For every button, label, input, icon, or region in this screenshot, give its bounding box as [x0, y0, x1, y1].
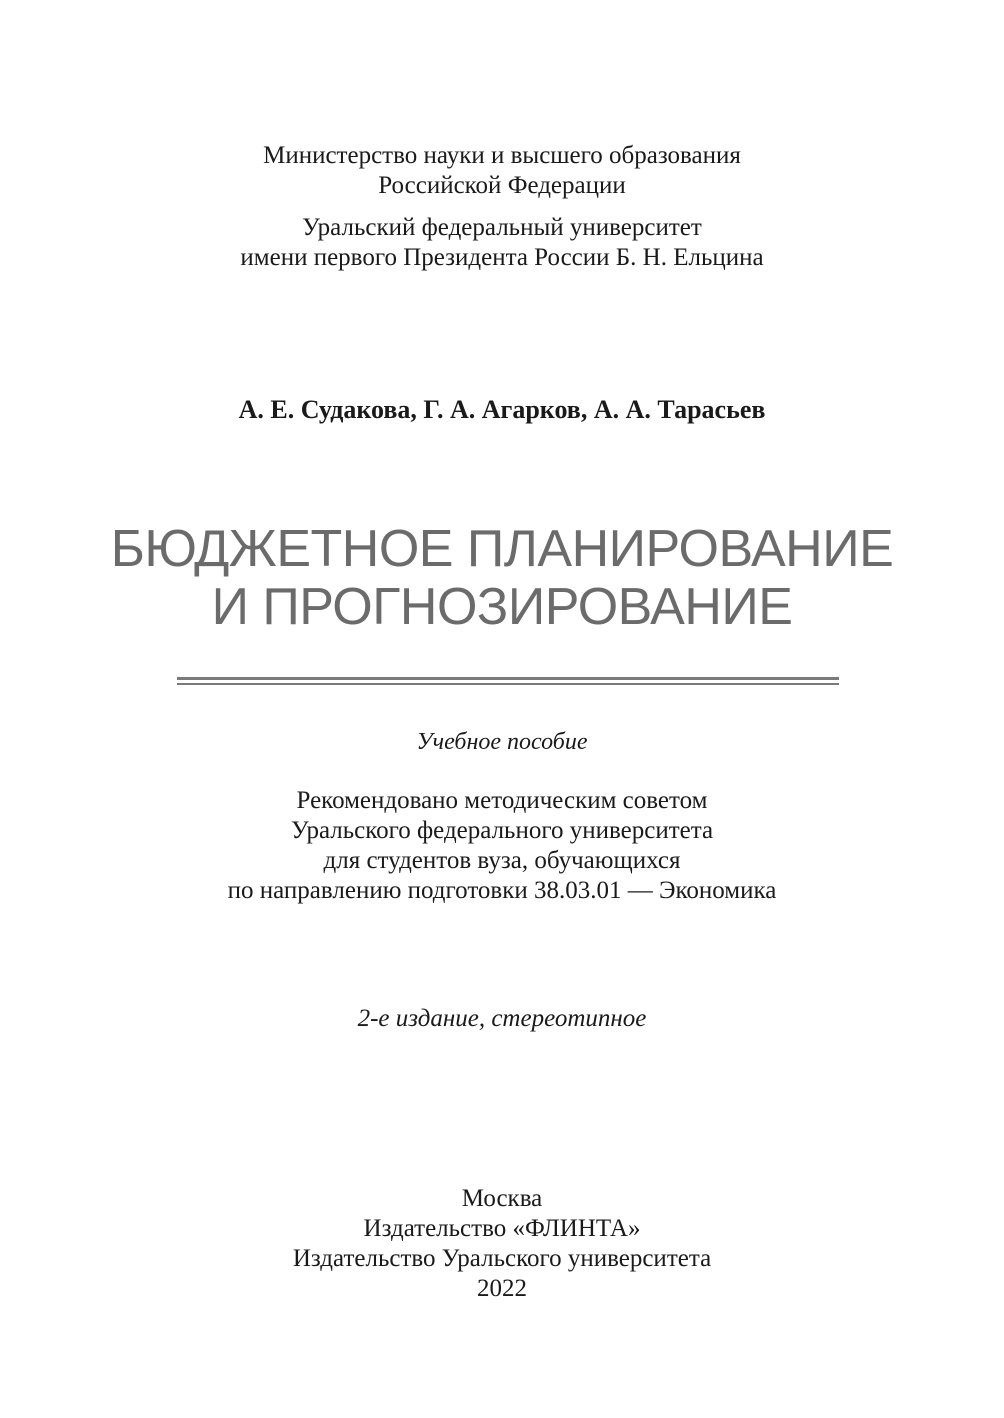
book-title: [0, 520, 1004, 636]
university-line-2: имени первого Президента России Б. Н. Ельцина: [240, 244, 764, 271]
title-divider-top: [177, 677, 839, 680]
university-heading: [0, 213, 1004, 273]
edition-note: 2-е издание, стереотипное: [357, 1005, 647, 1032]
document-type: Учебное пособие: [416, 729, 588, 755]
imprint-year: 2022: [477, 1275, 527, 1302]
imprint: [0, 1184, 1004, 1304]
ministry-line-2: Российской Федерации: [378, 172, 626, 199]
recommendation-line-3: для студентов вуза, обучающихся: [323, 847, 681, 874]
recommendation-line-2: Уральского федерального университета: [290, 817, 714, 844]
authors: А. Е. Судакова, Г. А. Агарков, А. А. Тарасьев: [238, 395, 766, 424]
imprint-publisher-2: Издательство Уральского университета: [292, 1245, 712, 1272]
recommendation-note: [0, 786, 1004, 906]
university-line-1: Уральский федеральный университет: [302, 214, 702, 241]
ministry-heading: [0, 141, 1004, 201]
recommendation-line-1: Рекомендовано методическим советом: [296, 787, 708, 814]
imprint-city: Москва: [461, 1185, 543, 1212]
imprint-publisher-1: Издательство «ФЛИНТА»: [363, 1215, 641, 1242]
book-title-line-1: БЮДЖЕТНОЕ ПЛАНИРОВАНИЕ: [110, 520, 894, 578]
ministry-line-1: Министерство науки и высшего образования: [263, 142, 741, 169]
title-divider-bottom: [177, 683, 839, 685]
book-title-line-2: И ПРОГНОЗИРОВАНИЕ: [211, 578, 793, 636]
recommendation-line-4: по направлению подготовки 38.03.01 — Экономика: [227, 877, 777, 904]
